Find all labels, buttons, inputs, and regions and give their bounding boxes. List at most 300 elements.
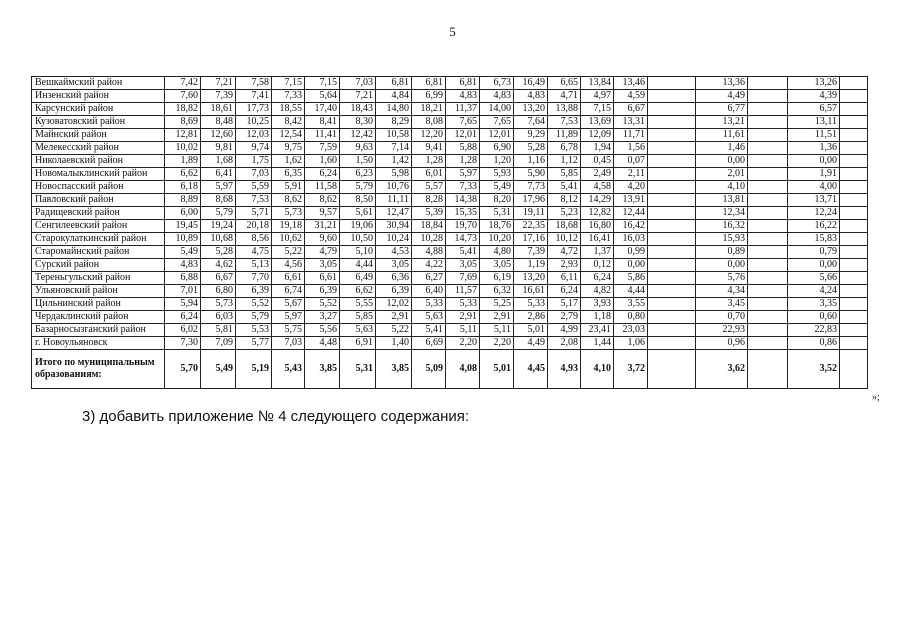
value-cell: 4,97 — [581, 90, 614, 103]
district-name-cell: Николаевский район — [32, 155, 165, 168]
district-name-cell: Мелекесский район — [32, 142, 165, 155]
value-cell: 14,80 — [376, 103, 412, 116]
district-name-cell: Ульяновский район — [32, 285, 165, 298]
value-cell: 12,01 — [480, 129, 514, 142]
value-cell: 6,73 — [480, 77, 514, 90]
value-cell: 6,35 — [272, 168, 305, 181]
value-cell: 4,83 — [480, 90, 514, 103]
value-cell: 5,63 — [412, 311, 446, 324]
value-cell: 18,68 — [548, 220, 581, 233]
value-cell: 5,76 — [696, 272, 748, 285]
value-cell: 23,41 — [581, 324, 614, 337]
value-cell: 14,00 — [480, 103, 514, 116]
value-cell: 6,00 — [165, 207, 201, 220]
value-cell: 7,30 — [165, 337, 201, 350]
district-name-cell: Кузоватовский район — [32, 116, 165, 129]
value-cell: 7,33 — [446, 181, 480, 194]
value-cell: 19,06 — [340, 220, 376, 233]
value-cell: 15,93 — [696, 233, 748, 246]
value-cell: 4,80 — [480, 246, 514, 259]
table-row — [32, 129, 868, 142]
empty-cell — [748, 90, 788, 103]
value-cell: 10,02 — [165, 142, 201, 155]
value-cell: 0,79 — [788, 246, 840, 259]
value-cell: 7,21 — [340, 90, 376, 103]
table-row — [32, 116, 868, 129]
value-cell: 5,67 — [272, 298, 305, 311]
value-cell: 7,41 — [236, 90, 272, 103]
value-cell: 6,81 — [446, 77, 480, 90]
value-cell: 8,29 — [376, 116, 412, 129]
value-cell: 5,94 — [165, 298, 201, 311]
value-cell: 8,68 — [201, 194, 236, 207]
value-cell: 5,22 — [272, 246, 305, 259]
value-cell: 2,20 — [446, 337, 480, 350]
value-cell: 5,73 — [201, 298, 236, 311]
value-cell: 7,15 — [581, 103, 614, 116]
value-cell: 1,91 — [788, 168, 840, 181]
value-cell: 5,43 — [272, 350, 305, 389]
value-cell: 6,40 — [412, 285, 446, 298]
value-cell: 3,85 — [305, 350, 340, 389]
value-cell: 6,65 — [548, 77, 581, 90]
value-cell: 5,56 — [305, 324, 340, 337]
value-cell: 4,44 — [340, 259, 376, 272]
value-cell: 8,89 — [165, 194, 201, 207]
empty-cell — [648, 233, 696, 246]
value-cell: 1,28 — [412, 155, 446, 168]
value-cell: 8,12 — [548, 194, 581, 207]
value-cell: 11,11 — [376, 194, 412, 207]
value-cell: 1,46 — [696, 142, 748, 155]
value-cell: 6,18 — [165, 181, 201, 194]
empty-cell — [840, 246, 868, 259]
value-cell: 8,30 — [340, 116, 376, 129]
value-cell: 13,71 — [788, 194, 840, 207]
value-cell: 6,62 — [165, 168, 201, 181]
value-cell: 5,64 — [305, 90, 340, 103]
empty-cell — [748, 350, 788, 389]
value-cell: 1,20 — [480, 155, 514, 168]
empty-cell — [648, 181, 696, 194]
value-cell: 4,44 — [614, 285, 648, 298]
value-cell: 5,28 — [201, 246, 236, 259]
value-cell: 2,08 — [548, 337, 581, 350]
value-cell: 5,73 — [272, 207, 305, 220]
district-name-cell: Сурский район — [32, 259, 165, 272]
value-cell: 8,42 — [272, 116, 305, 129]
district-name-cell: Базарносызганский район — [32, 324, 165, 337]
value-cell: 13,36 — [696, 77, 748, 90]
value-cell: 13,11 — [788, 116, 840, 129]
value-cell: 8,28 — [412, 194, 446, 207]
value-cell: 1,68 — [201, 155, 236, 168]
value-cell: 4,10 — [581, 350, 614, 389]
value-cell: 1,28 — [446, 155, 480, 168]
empty-cell — [840, 116, 868, 129]
value-cell: 6,24 — [305, 168, 340, 181]
value-cell: 3,05 — [305, 259, 340, 272]
value-cell: 4,45 — [514, 350, 548, 389]
empty-cell — [840, 220, 868, 233]
value-cell: 4,84 — [376, 90, 412, 103]
empty-cell — [648, 337, 696, 350]
empty-cell — [648, 285, 696, 298]
value-cell: 5,85 — [340, 311, 376, 324]
table-row — [32, 311, 868, 324]
value-cell: 5,71 — [236, 207, 272, 220]
value-cell: 11,71 — [614, 129, 648, 142]
value-cell: 7,53 — [236, 194, 272, 207]
value-cell: 7,69 — [446, 272, 480, 285]
value-cell: 1,40 — [376, 337, 412, 350]
value-cell: 5,52 — [305, 298, 340, 311]
value-cell: 6,90 — [480, 142, 514, 155]
value-cell: 5,97 — [446, 168, 480, 181]
empty-cell — [840, 181, 868, 194]
table-row — [32, 142, 868, 155]
value-cell: 4,58 — [581, 181, 614, 194]
value-cell: 22,35 — [514, 220, 548, 233]
value-cell: 10,12 — [548, 233, 581, 246]
value-cell: 6,24 — [581, 272, 614, 285]
value-cell: 6,39 — [376, 285, 412, 298]
value-cell: 18,61 — [201, 103, 236, 116]
value-cell: 7,01 — [165, 285, 201, 298]
value-cell: 10,68 — [201, 233, 236, 246]
value-cell: 6,03 — [201, 311, 236, 324]
district-name-cell: Цильнинский район — [32, 298, 165, 311]
empty-cell — [748, 142, 788, 155]
value-cell: 3,05 — [446, 259, 480, 272]
value-cell: 8,62 — [272, 194, 305, 207]
value-cell: 0,99 — [614, 246, 648, 259]
value-cell: 3,05 — [480, 259, 514, 272]
value-cell: 5,49 — [201, 350, 236, 389]
empty-cell — [648, 246, 696, 259]
value-cell: 7,42 — [165, 77, 201, 90]
value-cell: 10,28 — [412, 233, 446, 246]
value-cell: 0,07 — [614, 155, 648, 168]
value-cell: 5,85 — [548, 168, 581, 181]
value-cell: 7,33 — [272, 90, 305, 103]
value-cell: 20,18 — [236, 220, 272, 233]
value-cell: 5,39 — [412, 207, 446, 220]
value-cell: 19,45 — [165, 220, 201, 233]
value-cell: 4,71 — [548, 90, 581, 103]
empty-cell — [748, 168, 788, 181]
value-cell: 1,18 — [581, 311, 614, 324]
value-cell: 6,49 — [340, 272, 376, 285]
empty-cell — [840, 103, 868, 116]
empty-cell — [840, 285, 868, 298]
empty-cell — [648, 129, 696, 142]
value-cell: 5,79 — [201, 207, 236, 220]
table-row — [32, 77, 868, 90]
value-cell: 5,23 — [548, 207, 581, 220]
empty-cell — [648, 311, 696, 324]
value-cell: 1,89 — [165, 155, 201, 168]
value-cell: 4,53 — [376, 246, 412, 259]
value-cell: 6,57 — [788, 103, 840, 116]
value-cell: 1,16 — [514, 155, 548, 168]
empty-cell — [648, 155, 696, 168]
table-row — [32, 168, 868, 181]
value-cell: 6,91 — [340, 337, 376, 350]
value-cell: 2,91 — [376, 311, 412, 324]
value-cell: 5,61 — [340, 207, 376, 220]
value-cell: 6,01 — [412, 168, 446, 181]
empty-cell — [748, 220, 788, 233]
value-cell: 7,39 — [514, 246, 548, 259]
value-cell: 5,13 — [236, 259, 272, 272]
empty-cell — [840, 155, 868, 168]
value-cell: 18,82 — [165, 103, 201, 116]
value-cell: 5,09 — [412, 350, 446, 389]
district-name-cell: Карсунский район — [32, 103, 165, 116]
empty-cell — [648, 194, 696, 207]
value-cell: 6,36 — [376, 272, 412, 285]
value-cell: 11,89 — [548, 129, 581, 142]
value-cell: 0,96 — [696, 337, 748, 350]
table-row — [32, 103, 868, 116]
value-cell: 4,00 — [788, 181, 840, 194]
value-cell: 5,57 — [412, 181, 446, 194]
value-cell: 4,48 — [305, 337, 340, 350]
value-cell: 18,43 — [340, 103, 376, 116]
value-cell: 9,57 — [305, 207, 340, 220]
value-cell: 16,03 — [614, 233, 648, 246]
value-cell: 3,05 — [376, 259, 412, 272]
value-cell: 1,36 — [788, 142, 840, 155]
value-cell: 0,00 — [696, 259, 748, 272]
value-cell: 7,73 — [514, 181, 548, 194]
value-cell: 0,70 — [696, 311, 748, 324]
value-cell: 3,27 — [305, 311, 340, 324]
value-cell: 1,19 — [514, 259, 548, 272]
value-cell: 5,86 — [614, 272, 648, 285]
value-cell: 15,35 — [446, 207, 480, 220]
value-cell: 3,45 — [696, 298, 748, 311]
value-cell: 2,91 — [446, 311, 480, 324]
value-cell: 0,00 — [788, 155, 840, 168]
value-cell: 7,70 — [236, 272, 272, 285]
value-cell: 6,23 — [340, 168, 376, 181]
empty-cell — [748, 116, 788, 129]
value-cell: 5,55 — [340, 298, 376, 311]
table-row — [32, 220, 868, 233]
value-cell: 22,93 — [696, 324, 748, 337]
value-cell: 5,59 — [236, 181, 272, 194]
value-cell: 6,41 — [201, 168, 236, 181]
value-cell: 6,27 — [412, 272, 446, 285]
value-cell: 5,93 — [480, 168, 514, 181]
district-name-cell: Новоспасский район — [32, 181, 165, 194]
empty-cell — [840, 90, 868, 103]
value-cell: 12,81 — [165, 129, 201, 142]
value-cell: 0,86 — [788, 337, 840, 350]
empty-cell — [648, 220, 696, 233]
value-cell: 12,47 — [376, 207, 412, 220]
empty-cell — [840, 142, 868, 155]
value-cell: 6,80 — [201, 285, 236, 298]
value-cell: 4,24 — [788, 285, 840, 298]
value-cell: 18,21 — [412, 103, 446, 116]
value-cell: 8,08 — [412, 116, 446, 129]
value-cell: 2,86 — [514, 311, 548, 324]
value-cell: 31,21 — [305, 220, 340, 233]
value-cell: 5,41 — [548, 181, 581, 194]
district-name-cell: Старомайнский район — [32, 246, 165, 259]
table-row — [32, 207, 868, 220]
value-cell: 9,74 — [236, 142, 272, 155]
empty-cell — [840, 259, 868, 272]
value-cell: 10,62 — [272, 233, 305, 246]
empty-cell — [748, 77, 788, 90]
value-cell: 19,70 — [446, 220, 480, 233]
value-cell: 5,98 — [376, 168, 412, 181]
district-name-cell: Радищевский район — [32, 207, 165, 220]
value-cell: 5,53 — [236, 324, 272, 337]
value-cell: 19,11 — [514, 207, 548, 220]
table-row — [32, 90, 868, 103]
page-number: 5 — [449, 24, 456, 39]
value-cell: 13,20 — [514, 272, 548, 285]
value-cell: 3,35 — [788, 298, 840, 311]
value-cell: 6,32 — [480, 285, 514, 298]
value-cell: 7,65 — [480, 116, 514, 129]
value-cell: 7,65 — [446, 116, 480, 129]
empty-cell — [748, 129, 788, 142]
table-row — [32, 233, 868, 246]
empty-cell — [840, 168, 868, 181]
value-cell: 12,02 — [376, 298, 412, 311]
value-cell: 6,19 — [480, 272, 514, 285]
value-cell: 5,91 — [272, 181, 305, 194]
table-row — [32, 337, 868, 350]
empty-cell — [748, 103, 788, 116]
value-cell: 3,52 — [788, 350, 840, 389]
value-cell: 5,77 — [236, 337, 272, 350]
value-cell: 0,89 — [696, 246, 748, 259]
value-cell: 0,12 — [581, 259, 614, 272]
value-cell: 5,70 — [165, 350, 201, 389]
value-cell: 5,52 — [236, 298, 272, 311]
value-cell: 7,21 — [201, 77, 236, 90]
value-cell: 12,09 — [581, 129, 614, 142]
district-name-cell: Вешкаймский район — [32, 77, 165, 90]
table-row — [32, 298, 868, 311]
value-cell: 17,73 — [236, 103, 272, 116]
empty-cell — [840, 207, 868, 220]
value-cell: 13,26 — [788, 77, 840, 90]
empty-cell — [748, 337, 788, 350]
value-cell: 5,97 — [201, 181, 236, 194]
value-cell: 4,39 — [788, 90, 840, 103]
district-name-cell: Новомалыклинский район — [32, 168, 165, 181]
value-cell: 10,24 — [376, 233, 412, 246]
value-cell: 5,49 — [480, 181, 514, 194]
value-cell: 10,58 — [376, 129, 412, 142]
value-cell: 12,24 — [788, 207, 840, 220]
value-cell: 5,79 — [340, 181, 376, 194]
value-cell: 7,09 — [201, 337, 236, 350]
table-row — [32, 155, 868, 168]
value-cell: 8,69 — [165, 116, 201, 129]
empty-cell — [648, 350, 696, 389]
value-cell: 23,03 — [614, 324, 648, 337]
empty-cell — [648, 116, 696, 129]
value-cell: 7,58 — [236, 77, 272, 90]
value-cell: 5,90 — [514, 168, 548, 181]
empty-cell — [748, 207, 788, 220]
value-cell: 1,94 — [581, 142, 614, 155]
value-cell: 9,75 — [272, 142, 305, 155]
value-cell: 10,89 — [165, 233, 201, 246]
empty-cell — [748, 311, 788, 324]
value-cell: 16,80 — [581, 220, 614, 233]
value-cell: 6,62 — [340, 285, 376, 298]
empty-cell — [840, 77, 868, 90]
value-cell: 6,74 — [272, 285, 305, 298]
value-cell: 8,50 — [340, 194, 376, 207]
value-cell: 8,48 — [201, 116, 236, 129]
value-cell: 8,20 — [480, 194, 514, 207]
value-cell: 5,01 — [514, 324, 548, 337]
value-cell: 4,34 — [696, 285, 748, 298]
closing-quote-mark: »; — [872, 392, 880, 403]
empty-cell — [840, 272, 868, 285]
value-cell: 5,17 — [548, 298, 581, 311]
value-cell: 0,00 — [696, 155, 748, 168]
value-cell: 9,81 — [201, 142, 236, 155]
value-cell: 9,60 — [305, 233, 340, 246]
data-table — [31, 76, 868, 389]
value-cell: 6,61 — [272, 272, 305, 285]
value-cell: 16,61 — [514, 285, 548, 298]
value-cell: 4,82 — [581, 285, 614, 298]
table-row — [32, 324, 868, 337]
value-cell: 6,61 — [305, 272, 340, 285]
value-cell: 6,67 — [614, 103, 648, 116]
value-cell: 4,93 — [548, 350, 581, 389]
value-cell: 4,59 — [614, 90, 648, 103]
district-name-cell: Сенгилеевский район — [32, 220, 165, 233]
value-cell: 13,84 — [581, 77, 614, 90]
empty-cell — [748, 285, 788, 298]
value-cell: 12,54 — [272, 129, 305, 142]
value-cell: 5,75 — [272, 324, 305, 337]
value-cell: 7,39 — [201, 90, 236, 103]
value-cell: 1,42 — [376, 155, 412, 168]
empty-cell — [648, 168, 696, 181]
value-cell: 8,41 — [305, 116, 340, 129]
value-cell: 22,83 — [788, 324, 840, 337]
empty-cell — [748, 324, 788, 337]
value-cell: 12,20 — [412, 129, 446, 142]
value-cell: 8,62 — [305, 194, 340, 207]
value-cell: 16,42 — [614, 220, 648, 233]
value-cell: 6,99 — [412, 90, 446, 103]
value-cell: 6,39 — [236, 285, 272, 298]
empty-cell — [648, 77, 696, 90]
value-cell: 4,49 — [514, 337, 548, 350]
total-row — [32, 350, 868, 389]
value-cell: 5,41 — [446, 246, 480, 259]
value-cell: 5,66 — [788, 272, 840, 285]
table-row — [32, 272, 868, 285]
value-cell: 5,41 — [412, 324, 446, 337]
